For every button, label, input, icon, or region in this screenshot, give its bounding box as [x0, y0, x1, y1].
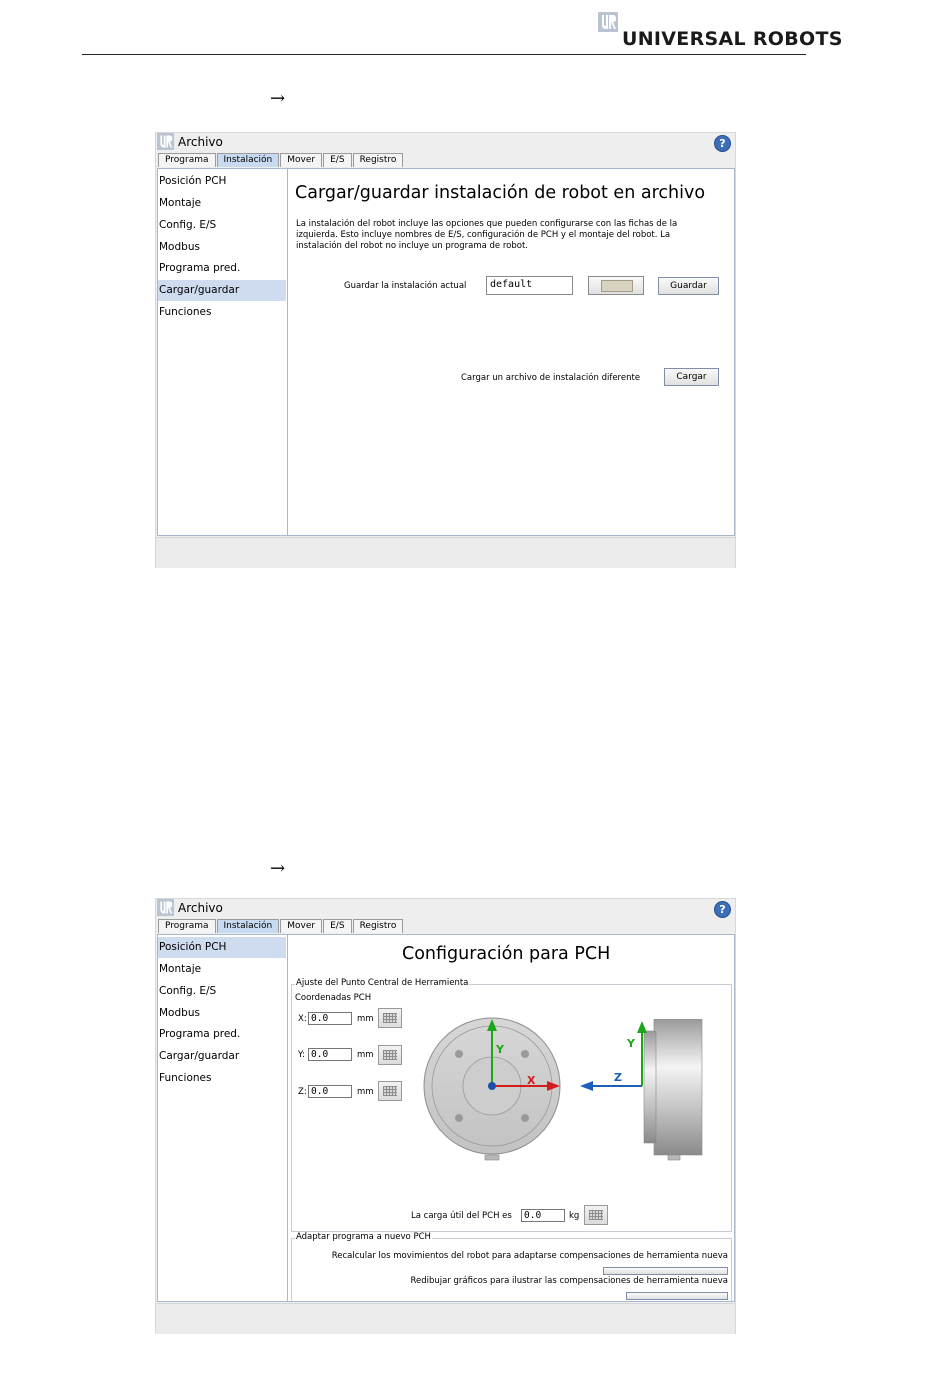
sidebar-item-montaje[interactable]: Montaje — [159, 963, 202, 975]
sidebar-item-programa-pred[interactable]: Programa pred. — [159, 1028, 241, 1040]
title-bar — [156, 899, 735, 917]
unit-label: mm — [357, 1087, 374, 1097]
tab-mover[interactable]: Mover — [280, 153, 322, 167]
sidebar-item-montaje[interactable]: Montaje — [159, 197, 202, 209]
keypad-icon — [589, 1210, 603, 1220]
keypad-icon — [383, 1050, 397, 1060]
sidebar-item-programa-pred[interactable]: Programa pred. — [159, 262, 241, 274]
payload-keypad-button[interactable] — [584, 1205, 608, 1225]
keypad-icon — [383, 1013, 397, 1023]
installation-file-window — [155, 132, 736, 568]
tcp-config-window — [155, 898, 736, 1334]
tab-registro[interactable]: Registro — [353, 919, 404, 933]
tcp-config-panel — [287, 934, 735, 1302]
unit-label: mm — [357, 1050, 374, 1060]
keyboard-button[interactable] — [588, 276, 644, 295]
help-icon[interactable]: ? — [714, 901, 731, 918]
help-icon[interactable]: ? — [714, 135, 731, 152]
x-axis-label: X: — [298, 1014, 307, 1024]
tab-instalacion[interactable]: Instalación — [217, 919, 280, 933]
tab-es[interactable]: E/S — [323, 153, 351, 167]
sidebar-item-config-es[interactable]: Config. E/S — [159, 985, 217, 997]
sidebar-item-funciones[interactable]: Funciones — [159, 306, 212, 318]
keypad-icon — [383, 1086, 397, 1096]
sidebar-item-cargar-guardar[interactable]: Cargar/guardar — [158, 280, 286, 301]
group-title: Adaptar programa a nuevo PCH — [296, 1232, 431, 1242]
sidebar-item-posicion-pch[interactable]: Posición PCH — [158, 937, 286, 958]
status-bar — [156, 537, 735, 568]
z-axis-tag: Z — [614, 1071, 622, 1084]
tab-programa[interactable]: Programa — [158, 153, 216, 167]
tab-registro[interactable]: Registro — [353, 153, 404, 167]
page-title: Cargar/guardar instalación de robot en archivo — [295, 183, 706, 203]
tcp-y-field[interactable]: 0.0 — [308, 1048, 352, 1061]
coords-label: Coordenadas PCH — [295, 993, 372, 1003]
header-divider — [82, 54, 806, 55]
redraw-button[interactable] — [626, 1292, 728, 1300]
tcp-adjust-group — [291, 978, 732, 1232]
window-title: Archivo — [178, 901, 223, 915]
sidebar-item-modbus[interactable]: Modbus — [159, 241, 200, 253]
tcp-z-field[interactable]: 0.0 — [308, 1085, 352, 1098]
installation-sidebar — [157, 934, 288, 1302]
status-bar — [156, 1303, 735, 1334]
load-button[interactable]: Cargar — [664, 368, 719, 386]
payload-unit: kg — [569, 1211, 580, 1221]
sidebar-item-config-es[interactable]: Config. E/S — [159, 219, 217, 231]
ur-logo-icon — [157, 133, 174, 150]
unit-label: mm — [357, 1014, 374, 1024]
sidebar-item-cargar-guardar[interactable]: Cargar/guardar — [159, 1050, 240, 1062]
recalc-label: Recalcular los movimientos del robot para adaptarse compensaciones de herramienta nueva — [331, 1251, 728, 1261]
tcp-y-keypad-button[interactable] — [378, 1045, 402, 1065]
main-tabs — [158, 919, 404, 933]
keyboard-icon — [601, 280, 633, 292]
installation-sidebar — [157, 168, 288, 536]
universal-robots-logo — [598, 12, 843, 52]
description-text: La instalación del robot incluye las opciones que pueden configurarse con las fichas de la izquierda. Esto incluye nombres de E/S, configuración de PCH y el montaje del robot. La instalación del robot no incluye un programa de robot. — [296, 219, 678, 251]
window-title: Archivo — [178, 135, 223, 149]
save-button[interactable]: Guardar — [658, 277, 719, 295]
recalculate-button[interactable] — [603, 1267, 728, 1275]
ur-logo-icon — [598, 12, 618, 32]
menu-arrow: → — [270, 858, 286, 879]
adapt-program-group — [291, 1232, 732, 1301]
sidebar-item-funciones[interactable]: Funciones — [159, 1072, 212, 1084]
y-axis-tag: Y — [627, 1037, 635, 1050]
tab-instalacion[interactable]: Instalación — [217, 153, 280, 167]
load-installation-label: Cargar un archivo de instalación diferente — [461, 373, 641, 383]
tcp-x-keypad-button[interactable] — [378, 1008, 402, 1028]
installation-name-field[interactable]: default — [486, 276, 573, 295]
tcp-z-keypad-button[interactable] — [378, 1081, 402, 1101]
page-title: Configuración para PCH — [402, 944, 611, 964]
save-installation-label: Guardar la instalación actual — [344, 281, 467, 291]
x-axis-tag: X — [527, 1074, 536, 1087]
tool-flange-side-view — [580, 1019, 720, 1169]
tcp-x-field[interactable]: 0.0 — [308, 1012, 352, 1025]
tab-es[interactable]: E/S — [323, 919, 351, 933]
redraw-label: Redibujar gráficos para ilustrar las compensaciones de herramienta nueva — [410, 1276, 728, 1286]
sidebar-item-posicion-pch[interactable]: Posición PCH — [159, 175, 227, 187]
tool-flange-front-view — [418, 1013, 568, 1165]
main-tabs — [158, 153, 404, 167]
tab-mover[interactable]: Mover — [280, 919, 322, 933]
y-axis-label: Y: — [298, 1050, 305, 1060]
title-bar — [156, 133, 735, 151]
payload-field[interactable]: 0.0 — [521, 1209, 565, 1222]
payload-label: La carga útil del PCH es — [411, 1211, 512, 1221]
sidebar-item-modbus[interactable]: Modbus — [159, 1007, 200, 1019]
menu-arrow: → — [270, 88, 286, 109]
y-axis-tag: Y — [496, 1043, 504, 1056]
ur-logo-icon — [157, 899, 174, 916]
tab-programa[interactable]: Programa — [158, 919, 216, 933]
z-axis-label: Z: — [298, 1087, 307, 1097]
group-title: Ajuste del Punto Central de Herramienta — [296, 978, 469, 988]
brand-name: UNIVERSAL ROBOTS — [622, 28, 843, 50]
load-save-panel — [287, 168, 735, 536]
